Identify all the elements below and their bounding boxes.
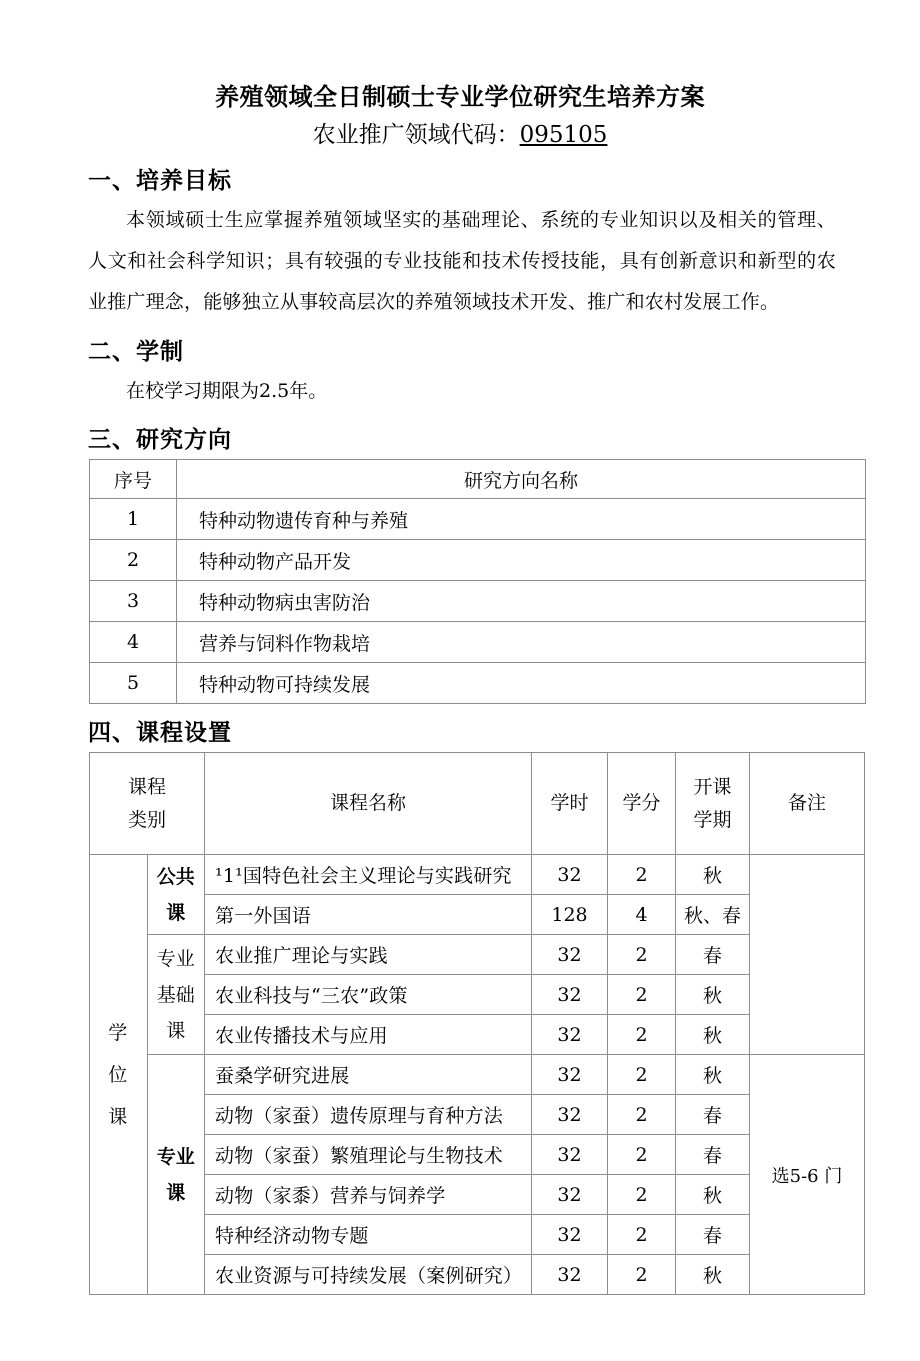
category-line2: 位 [108,1063,129,1086]
research-directions-table [89,459,866,704]
cell-category-degree-course [90,855,148,1295]
table-row [90,895,865,935]
cell-course-name: 动物（家蚕）繁殖理论与生物技术 [205,1135,532,1175]
objective-paragraph: 本领域硕士生应掌握养殖领域坚实的基础理论、系统的专业知识以及相关的管理、人文和社会科学知识；具有较强的专业技能和技术传授技能，具有创新意识和新型的农业推广理念，能够独立从事较高层次的养殖领域技术开发、推广和农村发展工作。 [88,209,836,313]
course-table-head [90,753,865,855]
table-header-row [90,753,865,855]
section-heading-duration: 二、学制 [88,338,184,365]
cell-term: 春 [676,935,750,975]
cell-credits: 2 [608,1215,676,1255]
cell-subcategory-basic-course [147,935,205,1055]
table-row [90,581,866,622]
cell-course-name: 农业推广理论与实践 [205,935,532,975]
cell-term: 春 [676,1215,750,1255]
cell-hours: 32 [532,1055,608,1095]
subcategory-line3: 课 [166,1019,186,1042]
cell-credits: 2 [608,975,676,1015]
table-row [90,855,865,895]
column-header-term-line1: 开课 [693,775,732,798]
cell-no: 5 [90,663,177,704]
cell-hours: 32 [532,975,608,1015]
research-table-wrapper [0,459,920,704]
cell-no: 3 [90,581,177,622]
cell-credits: 2 [608,1135,676,1175]
cell-course-name: 动物（家蚕）遗传原理与育种方法 [205,1095,532,1135]
column-header-hours: 学时 [532,753,608,855]
table-row [90,1255,865,1295]
cell-term: 秋 [676,1055,750,1095]
subcategory-line2: 基础 [156,983,195,1006]
table-row [90,1095,865,1135]
table-row [90,1055,865,1095]
field-code-label: 农业推广领域代码： [312,122,520,148]
research-table-body [90,499,866,704]
cell-direction-name: 特种动物可持续发展 [177,663,866,704]
subcategory-line2: 课 [166,1181,186,1204]
cell-hours: 32 [532,935,608,975]
cell-course-name: ¹1¹国特色社会主义理论与实践研究 [205,855,532,895]
cell-no: 4 [90,622,177,663]
document-subtitle [0,114,920,152]
cell-subcategory-major-course [147,1055,205,1295]
cell-course-name: 农业资源与可持续发展（案例研究） [205,1255,532,1295]
cell-term: 秋 [676,855,750,895]
section-heading-research: 三、研究方向 [88,426,232,453]
table-header-row [90,460,866,499]
cell-hours: 32 [532,1175,608,1215]
cell-no: 2 [90,540,177,581]
table-row [90,1215,865,1255]
column-header-category [90,753,205,855]
cell-direction-name: 特种动物遗传育种与养殖 [177,499,866,540]
table-row [90,1175,865,1215]
subcategory-line1: 专业 [156,1145,195,1168]
table-row [90,975,865,1015]
page-title: 养殖领域全日制硕士专业学位研究生培养方案 [215,82,705,111]
table-row [90,622,866,663]
column-header-term [676,753,750,855]
column-header-note: 备注 [750,753,865,855]
table-row [90,663,866,704]
table-row [90,499,866,540]
cell-term: 春 [676,1135,750,1175]
cell-note-empty [750,855,865,1055]
cell-credits: 4 [608,895,676,935]
cell-direction-name: 特种动物产品开发 [177,540,866,581]
course-table-body [90,855,865,1295]
cell-subcategory-public-course [147,855,205,935]
cell-term: 春 [676,1095,750,1135]
section-heading-objective: 一、培养目标 [88,167,232,194]
cell-hours: 32 [532,1255,608,1295]
course-table-wrapper [0,752,920,1295]
column-header-category-line1: 课程 [127,775,166,798]
cell-hours: 32 [532,855,608,895]
cell-term: 秋 [676,1255,750,1295]
cell-credits: 2 [608,1055,676,1095]
subcategory-line2: 课 [166,901,186,924]
table-row [90,1015,865,1055]
cell-hours: 128 [532,895,608,935]
cell-term: 秋、春 [676,895,750,935]
cell-course-name: 农业科技与“三农”政策 [205,975,532,1015]
cell-course-name: 特种经济动物专题 [205,1215,532,1255]
category-line1: 学 [108,1021,129,1044]
column-header-course-name: 课程名称 [205,753,532,855]
subcategory-line1: 公共 [156,865,195,888]
table-row [90,1135,865,1175]
cell-no: 1 [90,499,177,540]
cell-hours: 32 [532,1135,608,1175]
cell-credits: 2 [608,1095,676,1135]
cell-direction-name: 特种动物病虫害防治 [177,581,866,622]
cell-hours: 32 [532,1095,608,1135]
subcategory-line1: 专业 [156,947,195,970]
category-line3: 课 [108,1105,129,1128]
cell-course-name: 动物（家黍）营养与饲养学 [205,1175,532,1215]
cell-term: 秋 [676,1175,750,1215]
cell-course-name: 第一外国语 [205,895,532,935]
column-header-no: 序号 [90,460,177,499]
cell-credits: 2 [608,1255,676,1295]
course-setup-table [89,752,865,1295]
research-table-head [90,460,866,499]
cell-term: 秋 [676,975,750,1015]
table-row [90,540,866,581]
column-header-direction-name: 研究方向名称 [177,460,866,499]
cell-credits: 2 [608,1015,676,1055]
cell-credits: 2 [608,1175,676,1215]
column-header-category-line2: 类别 [127,808,166,831]
cell-direction-name: 营养与饲料作物栽培 [177,622,866,663]
cell-course-name: 农业传播技术与应用 [205,1015,532,1055]
duration-text: 在校学习期限为2.5年。 [126,380,328,402]
cell-course-name: 蚕桑学研究进展 [205,1055,532,1095]
table-row [90,935,865,975]
cell-credits: 2 [608,935,676,975]
field-code-value: 095105 [519,122,608,148]
column-header-term-line2: 学期 [693,808,732,831]
column-header-credits: 学分 [608,753,676,855]
cell-note-selection: 选5-6 门 [750,1055,865,1295]
cell-hours: 32 [532,1215,608,1255]
cell-credits: 2 [608,855,676,895]
cell-hours: 32 [532,1015,608,1055]
section-heading-courses: 四、课程设置 [88,719,232,746]
cell-term: 秋 [676,1015,750,1055]
